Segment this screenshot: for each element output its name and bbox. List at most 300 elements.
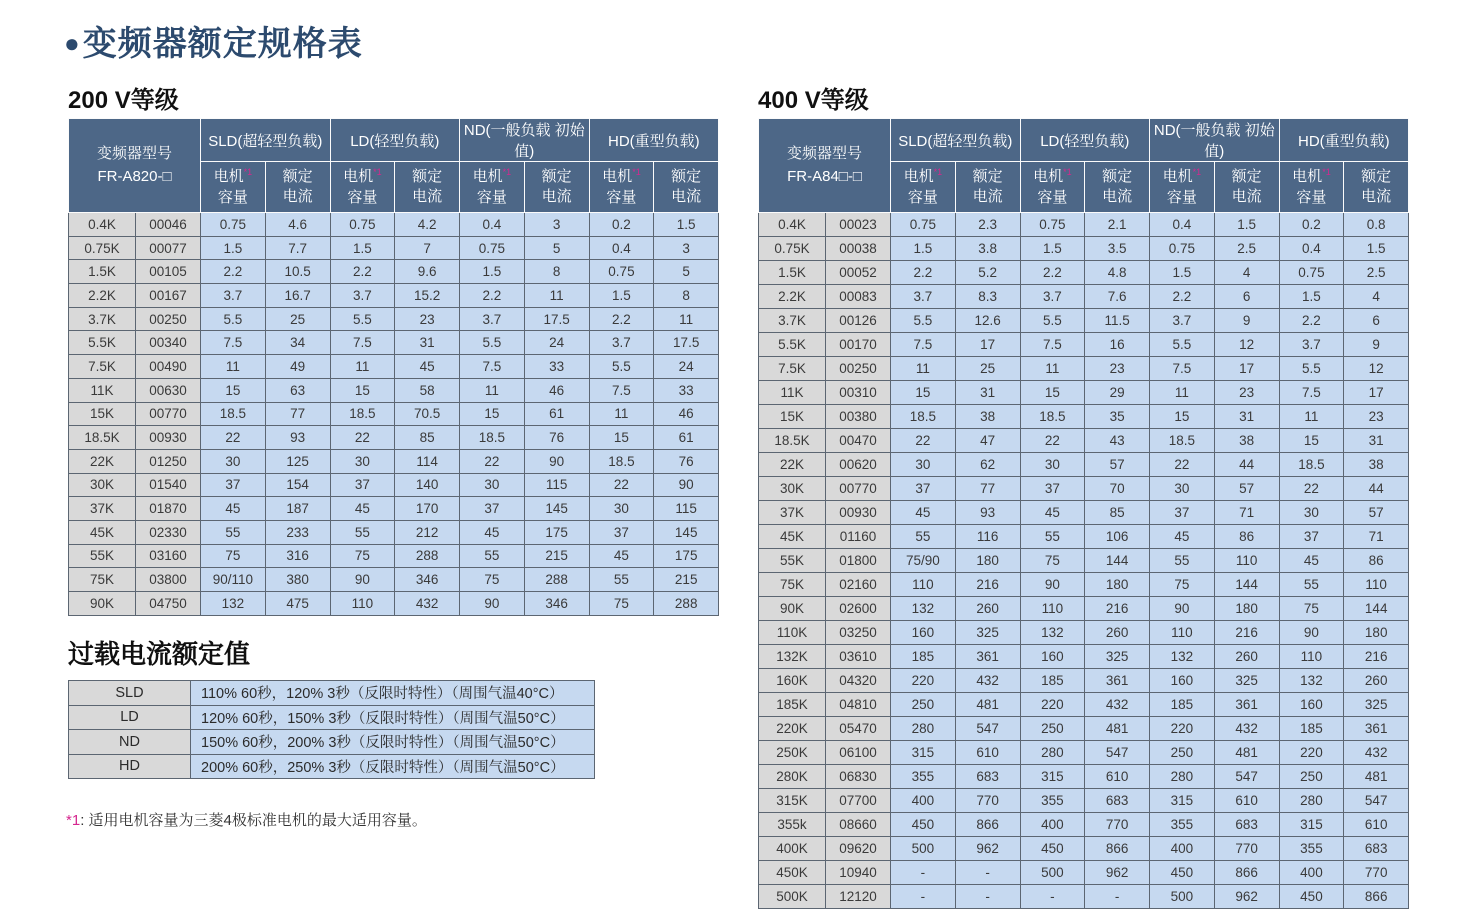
model-capacity-cell: 90K <box>759 597 826 621</box>
value-cell: 2.5 <box>1344 261 1409 285</box>
section-label-overload: 过载电流额定值 <box>68 639 251 669</box>
table-row <box>759 645 1409 669</box>
value-cell: 15 <box>1150 405 1215 429</box>
value-cell: 16.7 <box>265 284 330 308</box>
table-row <box>759 477 1409 501</box>
value-cell: 25 <box>955 357 1020 381</box>
value-cell: 288 <box>395 544 460 568</box>
value-cell: 61 <box>524 402 589 426</box>
value-cell: 450 <box>1020 837 1085 861</box>
overload-label-cell: LD <box>69 705 191 730</box>
value-cell: 361 <box>1214 693 1279 717</box>
value-cell: 76 <box>524 426 589 450</box>
value-cell: 683 <box>1214 813 1279 837</box>
model-capacity-cell: 45K <box>69 520 136 544</box>
model-capacity-cell: 0.4K <box>759 213 826 237</box>
model-capacity-cell: 55K <box>759 549 826 573</box>
table-row <box>759 357 1409 381</box>
model-capacity-cell: 30K <box>69 473 136 497</box>
value-cell: 11 <box>1150 381 1215 405</box>
value-cell: 58 <box>395 378 460 402</box>
load-group-header: SLD(超轻型负载) <box>201 119 331 162</box>
value-cell: 55 <box>201 520 266 544</box>
value-cell: 3.5 <box>1085 237 1150 261</box>
rated-current-header: 额定 电流 <box>1214 162 1279 213</box>
value-cell: 110 <box>1150 621 1215 645</box>
value-cell: 450 <box>891 813 956 837</box>
model-code-cell: 08660 <box>826 813 891 837</box>
model-code-cell: 00310 <box>826 381 891 405</box>
value-cell: 144 <box>1085 549 1150 573</box>
value-cell: 160 <box>1020 645 1085 669</box>
value-cell: 75 <box>589 592 654 616</box>
table-row <box>69 236 719 260</box>
value-cell: 90 <box>460 592 525 616</box>
value-cell: 315 <box>1150 789 1215 813</box>
value-cell: 15 <box>1020 381 1085 405</box>
footnote <box>66 809 427 830</box>
value-cell: 45 <box>1020 501 1085 525</box>
model-capacity-cell: 30K <box>759 477 826 501</box>
table-row <box>759 309 1409 333</box>
table-row <box>69 426 719 450</box>
model-code-cell: 00052 <box>826 261 891 285</box>
table-row <box>759 237 1409 261</box>
value-cell: 70.5 <box>395 402 460 426</box>
value-cell: 15 <box>1279 429 1344 453</box>
value-cell: 16 <box>1085 333 1150 357</box>
value-cell: 11 <box>330 355 395 379</box>
model-capacity-cell: 15K <box>69 402 136 426</box>
value-cell: 2.2 <box>891 261 956 285</box>
model-code-cell: 03610 <box>826 645 891 669</box>
value-cell: 132 <box>201 592 266 616</box>
value-cell: 180 <box>1344 621 1409 645</box>
table-row <box>759 381 1409 405</box>
model-capacity-cell: 18.5K <box>759 429 826 453</box>
value-cell: 38 <box>955 405 1020 429</box>
value-cell: 250 <box>1150 741 1215 765</box>
value-cell: 316 <box>265 544 330 568</box>
value-cell: 17.5 <box>524 307 589 331</box>
value-cell: 0.75 <box>330 213 395 237</box>
value-cell: 3 <box>654 236 719 260</box>
table-row <box>759 717 1409 741</box>
model-code-cell: 00126 <box>826 309 891 333</box>
table-row <box>69 260 719 284</box>
value-cell: 17 <box>955 333 1020 357</box>
value-cell: 185 <box>1279 717 1344 741</box>
value-cell: 45 <box>460 520 525 544</box>
value-cell: 10.5 <box>265 260 330 284</box>
value-cell: 15 <box>201 378 266 402</box>
value-cell: 132 <box>891 597 956 621</box>
value-cell: 9.6 <box>395 260 460 284</box>
load-group-header: ND(一般负载 初始值) <box>1150 119 1280 162</box>
overload-desc-cell: 150% 60秒，200% 3秒（反限时特性）（周围气温50°C） <box>191 730 595 755</box>
value-cell: 325 <box>1085 645 1150 669</box>
value-cell: 2.2 <box>1150 285 1215 309</box>
value-cell: - <box>1020 885 1085 909</box>
value-cell: 62 <box>955 453 1020 477</box>
value-cell: 29 <box>1085 381 1150 405</box>
value-cell: 432 <box>955 669 1020 693</box>
value-cell: 43 <box>1085 429 1150 453</box>
value-cell: 0.4 <box>460 213 525 237</box>
value-cell: 0.4 <box>589 236 654 260</box>
model-capacity-cell: 400K <box>759 837 826 861</box>
value-cell: 280 <box>1279 789 1344 813</box>
model-code-cell: 03800 <box>136 568 201 592</box>
value-cell: 15 <box>891 381 956 405</box>
footnote-text: 适用电机容量为三菱4极标准电机的最大适用容量。 <box>88 812 427 829</box>
value-cell: 77 <box>955 477 1020 501</box>
value-cell: 260 <box>1344 669 1409 693</box>
model-capacity-cell: 18.5K <box>69 426 136 450</box>
value-cell: 71 <box>1214 501 1279 525</box>
value-cell: 11 <box>891 357 956 381</box>
model-capacity-cell: 280K <box>759 765 826 789</box>
value-cell: 0.75 <box>1279 261 1344 285</box>
value-cell: 110 <box>891 573 956 597</box>
value-cell: 55 <box>1279 573 1344 597</box>
value-cell: 962 <box>1085 861 1150 885</box>
value-cell: 220 <box>1020 693 1085 717</box>
value-cell: 45 <box>891 501 956 525</box>
model-code-cell: 00340 <box>136 331 201 355</box>
value-cell: 110 <box>330 592 395 616</box>
model-code-cell: 00167 <box>136 284 201 308</box>
value-cell: 260 <box>955 597 1020 621</box>
overload-table <box>68 680 595 779</box>
model-capacity-cell: 37K <box>69 497 136 521</box>
value-cell: 115 <box>524 473 589 497</box>
value-cell: 93 <box>265 426 330 450</box>
footnote-ref: *1 <box>502 167 512 178</box>
value-cell: 45 <box>330 497 395 521</box>
model-capacity-cell: 0.75K <box>759 237 826 261</box>
value-cell: 106 <box>1085 525 1150 549</box>
model-code-cell: 04810 <box>826 693 891 717</box>
value-cell: 3.7 <box>1020 285 1085 309</box>
value-cell: 185 <box>1020 669 1085 693</box>
model-code-cell: 00630 <box>136 378 201 402</box>
table-row <box>69 544 719 568</box>
table-row <box>759 597 1409 621</box>
value-cell: 75 <box>1020 549 1085 573</box>
value-cell: 4.2 <box>395 213 460 237</box>
model-code-cell: 00170 <box>826 333 891 357</box>
load-group-header: HD(重型负载) <box>589 119 719 162</box>
model-capacity-cell: 185K <box>759 693 826 717</box>
value-cell: 315 <box>1020 765 1085 789</box>
value-cell: 170 <box>395 497 460 521</box>
value-cell: 610 <box>1085 765 1150 789</box>
model-capacity-cell: 5.5K <box>69 331 136 355</box>
value-cell: 86 <box>1344 549 1409 573</box>
value-cell: 12 <box>1214 333 1279 357</box>
value-cell: 0.75 <box>891 213 956 237</box>
model-code-cell: 01800 <box>826 549 891 573</box>
value-cell: 5.2 <box>955 261 1020 285</box>
model-capacity-cell: 0.4K <box>69 213 136 237</box>
model-capacity-cell: 3.7K <box>69 307 136 331</box>
page-title <box>64 16 363 65</box>
value-cell: 866 <box>1085 837 1150 861</box>
value-cell: 45 <box>1279 549 1344 573</box>
value-cell: 15 <box>460 402 525 426</box>
value-cell: 17.5 <box>654 331 719 355</box>
value-cell: 63 <box>265 378 330 402</box>
value-cell: 55 <box>1020 525 1085 549</box>
value-cell: 1.5 <box>1150 261 1215 285</box>
value-cell: 185 <box>891 645 956 669</box>
value-cell: 154 <box>265 473 330 497</box>
value-cell: 8 <box>654 284 719 308</box>
table-row <box>759 573 1409 597</box>
value-cell: 216 <box>955 573 1020 597</box>
model-capacity-cell: 7.5K <box>69 355 136 379</box>
value-cell: 76 <box>654 449 719 473</box>
value-cell: 5.5 <box>460 331 525 355</box>
value-cell: 450 <box>1279 885 1344 909</box>
value-cell: 0.4 <box>1150 213 1215 237</box>
value-cell: 4 <box>1214 261 1279 285</box>
value-cell: 22 <box>1150 453 1215 477</box>
value-cell: 432 <box>1214 717 1279 741</box>
value-cell: - <box>891 861 956 885</box>
model-capacity-cell: 55K <box>69 544 136 568</box>
table-row <box>69 449 719 473</box>
value-cell: 44 <box>1214 453 1279 477</box>
rated-current-header: 额定 电流 <box>524 162 589 213</box>
value-cell: 145 <box>524 497 589 521</box>
model-capacity-cell: 37K <box>759 501 826 525</box>
model-capacity-cell: 45K <box>759 525 826 549</box>
value-cell: 0.75 <box>460 236 525 260</box>
bullet-icon: ● <box>64 28 81 58</box>
value-cell: 770 <box>1344 861 1409 885</box>
model-code-cell: 03250 <box>826 621 891 645</box>
value-cell: 212 <box>395 520 460 544</box>
value-cell: 547 <box>955 717 1020 741</box>
value-cell: 22 <box>891 429 956 453</box>
model-capacity-cell: 7.5K <box>759 357 826 381</box>
table-row <box>69 307 719 331</box>
value-cell: 90 <box>1150 597 1215 621</box>
overload-desc-cell: 200% 60秒，250% 3秒（反限时特性）（周围气温50°C） <box>191 754 595 779</box>
value-cell: 24 <box>654 355 719 379</box>
value-cell: 1.5 <box>1344 237 1409 261</box>
value-cell: 30 <box>589 497 654 521</box>
value-cell: 30 <box>1020 453 1085 477</box>
value-cell: 4 <box>1344 285 1409 309</box>
model-capacity-cell: 22K <box>69 449 136 473</box>
value-cell: 346 <box>395 568 460 592</box>
value-cell: 770 <box>955 789 1020 813</box>
value-cell: 49 <box>265 355 330 379</box>
model-code-cell: 00930 <box>826 501 891 525</box>
value-cell: 1.5 <box>330 236 395 260</box>
value-cell: 35 <box>1085 405 1150 429</box>
value-cell: 315 <box>1279 813 1344 837</box>
value-cell: 3 <box>524 213 589 237</box>
value-cell: 18.5 <box>1150 429 1215 453</box>
value-cell: 220 <box>1150 717 1215 741</box>
value-cell: 2.2 <box>330 260 395 284</box>
value-cell: 7.5 <box>201 331 266 355</box>
section-label-200v: 200 V等级 <box>68 87 179 114</box>
value-cell: 114 <box>395 449 460 473</box>
table-row <box>69 402 719 426</box>
value-cell: 0.75 <box>1020 213 1085 237</box>
value-cell: 481 <box>1085 717 1150 741</box>
value-cell: 45 <box>395 355 460 379</box>
value-cell: 475 <box>265 592 330 616</box>
table-row <box>759 885 1409 909</box>
value-cell: 37 <box>1279 525 1344 549</box>
value-cell: 288 <box>654 592 719 616</box>
value-cell: 31 <box>395 331 460 355</box>
value-cell: 15.2 <box>395 284 460 308</box>
value-cell: 481 <box>1214 741 1279 765</box>
value-cell: 15 <box>330 378 395 402</box>
overload-desc-cell: 110% 60秒，120% 3秒（反限时特性）（周围气温40°C） <box>191 681 595 706</box>
overload-label-cell: HD <box>69 754 191 779</box>
value-cell: 132 <box>1150 645 1215 669</box>
overload-desc-cell: 120% 60秒，150% 3秒（反限时特性）（周围气温50°C） <box>191 705 595 730</box>
value-cell: 3.7 <box>1150 309 1215 333</box>
value-cell: 75 <box>201 544 266 568</box>
value-cell: 160 <box>891 621 956 645</box>
table-row <box>759 525 1409 549</box>
value-cell: 132 <box>1020 621 1085 645</box>
value-cell: 315 <box>891 741 956 765</box>
footnote-ref: *1 <box>933 167 943 178</box>
value-cell: 37 <box>1150 501 1215 525</box>
value-cell: 250 <box>1020 717 1085 741</box>
value-cell: 110 <box>1344 573 1409 597</box>
model-code-cell: 02330 <box>136 520 201 544</box>
model-capacity-cell: 315K <box>759 789 826 813</box>
value-cell: 110 <box>1020 597 1085 621</box>
value-cell: 8.3 <box>955 285 1020 309</box>
model-code-cell: 06830 <box>826 765 891 789</box>
table-row <box>69 730 595 755</box>
footnote-ref: *1 <box>373 167 382 178</box>
table-row <box>759 765 1409 789</box>
value-cell: 6 <box>1214 285 1279 309</box>
value-cell: 260 <box>1085 621 1150 645</box>
value-cell: 1.5 <box>589 284 654 308</box>
value-cell: 85 <box>1085 501 1150 525</box>
model-capacity-cell: 75K <box>69 568 136 592</box>
ratings-table-200v <box>68 118 719 616</box>
table-row <box>759 789 1409 813</box>
value-cell: 500 <box>891 837 956 861</box>
value-cell: 346 <box>524 592 589 616</box>
model-code-cell: 00470 <box>826 429 891 453</box>
footnote-ref: *1 <box>1322 167 1331 178</box>
model-capacity-cell: 75K <box>759 573 826 597</box>
value-cell: 280 <box>891 717 956 741</box>
value-cell: 144 <box>1214 573 1279 597</box>
value-cell: 7.5 <box>589 378 654 402</box>
value-cell: 22 <box>460 449 525 473</box>
model-capacity-cell: 3.7K <box>759 309 826 333</box>
value-cell: 180 <box>1085 573 1150 597</box>
table-row <box>69 378 719 402</box>
value-cell: 3.7 <box>891 285 956 309</box>
value-cell: 432 <box>1085 693 1150 717</box>
ratings-table-400v <box>758 118 1409 909</box>
model-code-cell: 03160 <box>136 544 201 568</box>
model-code-cell: 01870 <box>136 497 201 521</box>
value-cell: 0.75 <box>1150 237 1215 261</box>
value-cell: 140 <box>395 473 460 497</box>
value-cell: 57 <box>1214 477 1279 501</box>
value-cell: 2.1 <box>1085 213 1150 237</box>
value-cell: 11 <box>460 378 525 402</box>
value-cell: 6 <box>1344 309 1409 333</box>
model-code-cell: 10940 <box>826 861 891 885</box>
value-cell: 450 <box>1150 861 1215 885</box>
value-cell: 432 <box>395 592 460 616</box>
value-cell: 38 <box>1214 429 1279 453</box>
value-cell: 216 <box>1085 597 1150 621</box>
model-capacity-cell: 132K <box>759 645 826 669</box>
motor-capacity-header: 电机$^{*1}$ 容量 <box>1279 162 1344 213</box>
model-code-cell: 01250 <box>136 449 201 473</box>
table-row <box>759 549 1409 573</box>
model-header-cell: 变频器型号 FR-A84□-□ <box>759 119 891 213</box>
table-row <box>69 520 719 544</box>
value-cell: 5.5 <box>330 307 395 331</box>
value-cell: 9 <box>1344 333 1409 357</box>
model-code-cell: 00250 <box>826 357 891 381</box>
value-cell: 18.5 <box>330 402 395 426</box>
value-cell: 31 <box>955 381 1020 405</box>
value-cell: 5.5 <box>589 355 654 379</box>
model-code-cell: 00930 <box>136 426 201 450</box>
model-code-cell: 00620 <box>826 453 891 477</box>
value-cell: 37 <box>330 473 395 497</box>
value-cell: - <box>1085 885 1150 909</box>
overload-label-cell: ND <box>69 730 191 755</box>
value-cell: 37 <box>589 520 654 544</box>
table-row <box>759 693 1409 717</box>
table-row <box>759 861 1409 885</box>
value-cell: 86 <box>1214 525 1279 549</box>
table-row <box>69 705 595 730</box>
value-cell: 610 <box>955 741 1020 765</box>
value-cell: 683 <box>1085 789 1150 813</box>
value-cell: 22 <box>1279 477 1344 501</box>
footnote-ref: *1 <box>243 167 253 178</box>
value-cell: 175 <box>654 544 719 568</box>
value-cell: 110 <box>1279 645 1344 669</box>
value-cell: 115 <box>654 497 719 521</box>
value-cell: 22 <box>201 426 266 450</box>
model-code-cell: 05470 <box>826 717 891 741</box>
value-cell: 75 <box>330 544 395 568</box>
value-cell: 22 <box>589 473 654 497</box>
model-capacity-cell: 1.5K <box>69 260 136 284</box>
value-cell: 145 <box>654 520 719 544</box>
value-cell: 25 <box>265 307 330 331</box>
value-cell: 400 <box>1020 813 1085 837</box>
value-cell: 30 <box>201 449 266 473</box>
